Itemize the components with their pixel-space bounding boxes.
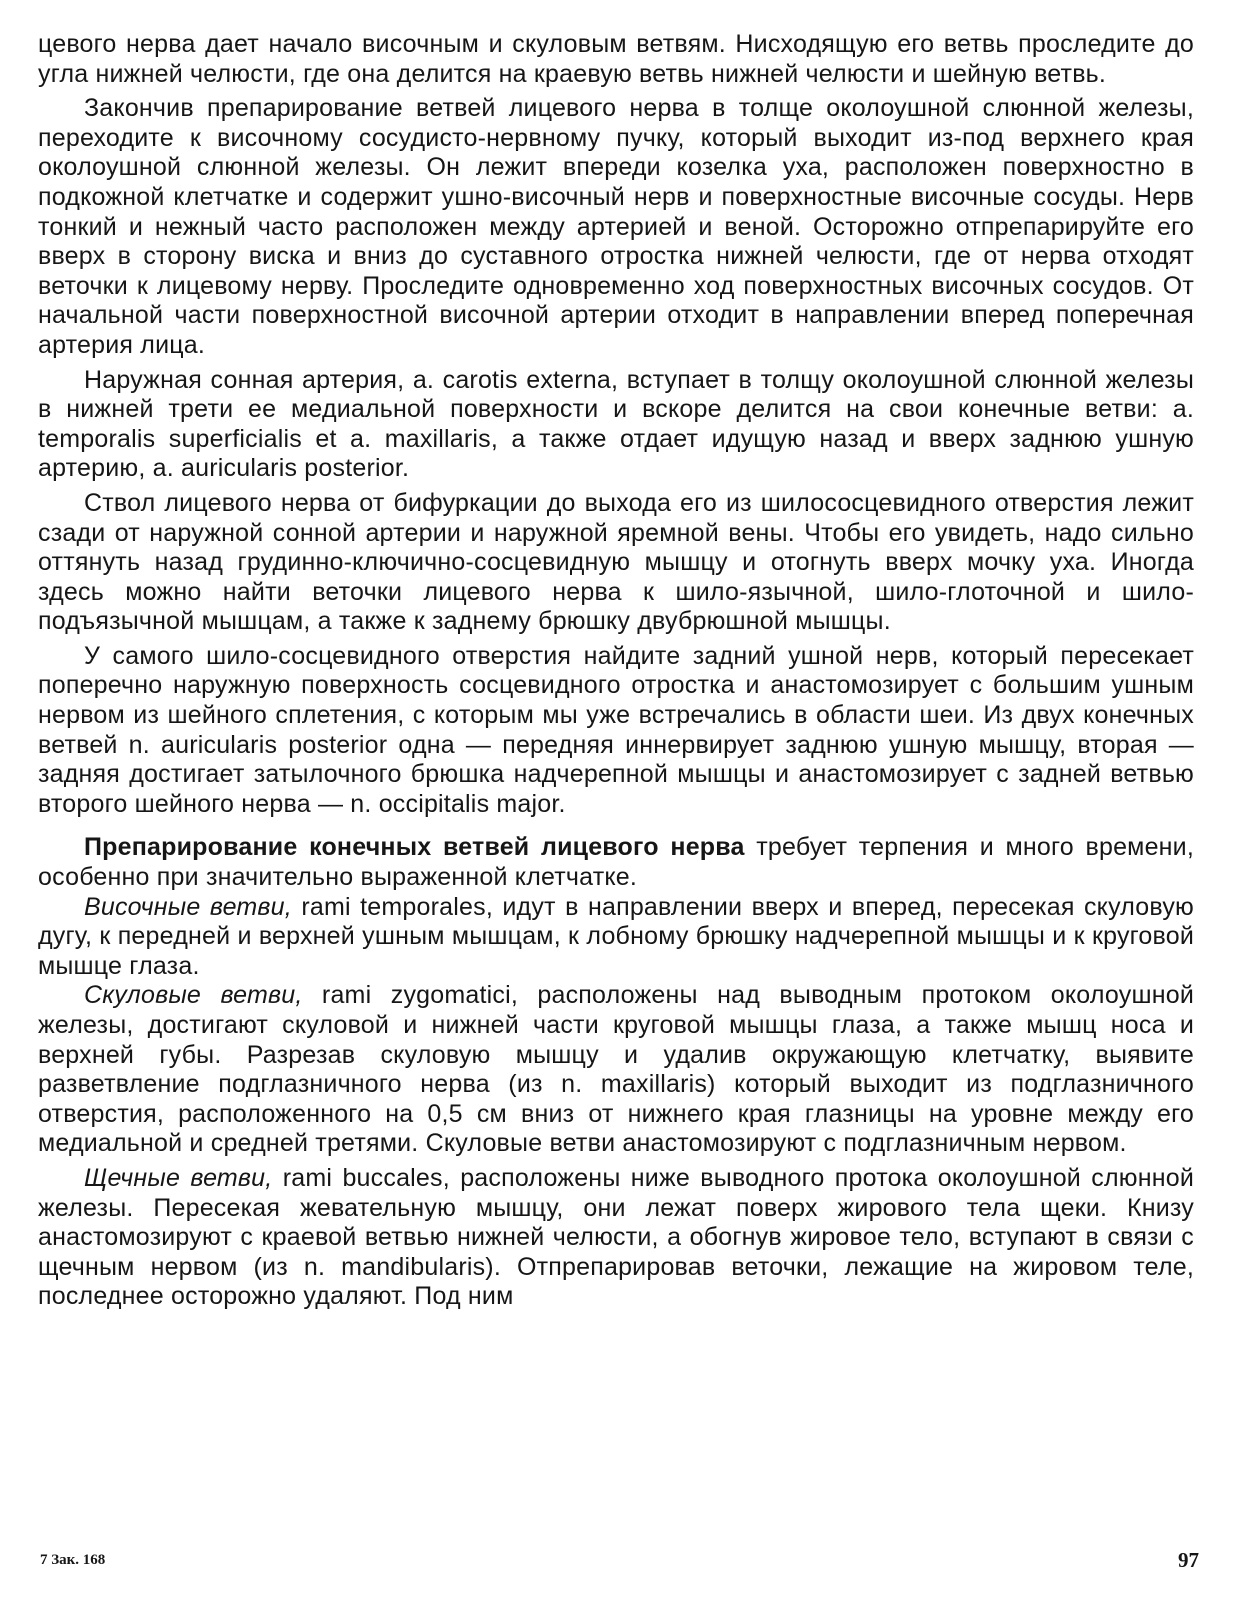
paragraph-text: rami buccales, расположены ниже выводного протока околоушной слюнной железы. Пересекая жевательную мышцу, они лежат поверх жирового тела щеки. Книзу анастомозируют с краевой ветвью нижней челюсти, а обогнув жировое тело, вступают в связи с щечным нервом (из n. mandibularis). Отпрепарировав веточки, лежащие на жировом теле, последнее осторожно удаляют. Под ним — [38, 1163, 1195, 1311]
paragraph-facial-nerve-trunk: Ствол лицевого нерва от бифуркации до выхода его из шилососцевидного отверстия лежит сзади от наружной сонной артерии и наружной яремной вены. Чтобы его увидеть, надо сильно оттянуть назад грудинно-ключично-сосцевидную мышцу и отогнуть вверх мочку уха. Иногда здесь можно найти веточки лицевого нерва к шило-язычной, шило-глоточной и шило-подъязычной мышцам, а также к заднему брюшку двубрюшной мышцы. — [38, 488, 1194, 636]
paragraph-posterior-auricular-nerve: У самого шило-сосцевидного отверстия найдите задний ушной нерв, который пересекает поперечно наружную поверхность сосцевидного отростка и анастомозирует с большим ушным нервом из шейного сплетения, с которым мы уже встречались в области шеи. Из двух конечных ветвей n. auricularis posterior одна — передняя иннервирует заднюю ушную мышцу, вторая — задняя достигает затылочного брюшка надчерепной мышцы и анастомозирует с задней ветвью второго шейного нерва — n. occipitalis major. — [38, 641, 1194, 818]
section-heading: Препарирование конечных ветвей лицевого нерва — [84, 833, 745, 862]
page-number: 97 — [1178, 1548, 1199, 1572]
page-footer — [0, 1548, 1249, 1576]
paragraph-text: rami temporales, идут в направлении вверх и вперед, пересекая скуловую дугу, к передней и верхней ушным мышцам, к лобному брюшку надчерепной мышцы и к круговой мышце глаза. — [38, 892, 1194, 980]
paragraph-buccal-branches — [38, 1164, 1194, 1312]
paragraph-terminal-branches — [38, 833, 1194, 892]
paragraph-temporal-bundle: Закончив препарирование ветвей лицевого нерва в толще околоушной слюнной железы, переходите к височному сосудисто-нервному пучку, который выходит из-под верхнего края околоушной слюнной железы. Он лежит впереди козелка уха, расположен поверхностно в подкожной клетчатке и содержит ушно-височный нерв и поверхностные височные сосуды. Нерв тонкий и нежный часто расположен между артерией и веной. Осторожно отпрепарируйте его вверх в сторону виска и вниз до суставного отростка нижней челюсти, где от нерва отходят веточки к лицевому нерву. Проследите одновременно ход поверхностных височных сосудов. От начальной части поверхностной височной артерии отходит в направлении вперед поперечная артерия лица. — [38, 94, 1194, 359]
paragraph-text: требует терпения и много времени, особенно при значительно выраженной клетчатке. — [38, 833, 1194, 892]
paragraph-temporal-branches — [38, 893, 1194, 982]
paragraph-external-carotid: Наружная сонная артерия, a. carotis externa, вступает в толщу околоушной слюнной железы в нижней трети ее медиальной поверхности и вскоре делится на свои конечные ветви: a. temporalis superficialis et a. maxillaris, а также отдает идущую назад и вверх заднюю ушную артерию, a. auricularis posterior. — [38, 365, 1194, 483]
term-label: Височные ветви, — [84, 892, 292, 921]
paragraph-text: rami zygomatici, расположены над выводным протоком околоушной железы, достигают скуловой и нижней части круговой мышцы глаза, а также мышц носа и верхней губы. Разрезав скуловую мышцу и удалив окружающую клетчатку, выявите разветвление подглазничного нерва (из n. maxillaris) который выходит из подглазничного отверстия, расположенного на 0,5 см вниз от нижнего края глазницы на уровне между его медиальной и средней третями. Скуловые ветви анастомозируют с подглазничным нервом. — [38, 981, 1194, 1158]
term-label: Скуловые ветви, — [84, 981, 303, 1010]
paragraph-continuation: цевого нерва дает начало височным и скуловым ветвям. Нисходящую его ветвь проследите до угла нижней челюсти, где она делится на краевую ветвь нижней челюсти и шейную ветвь. — [38, 30, 1194, 88]
paragraph-zygomatic-branches — [38, 981, 1194, 1159]
term-label: Щечные ветви, — [84, 1163, 273, 1192]
page-text-body — [38, 30, 1194, 1312]
print-order-code: 7 Зак. 168 — [40, 1552, 106, 1568]
